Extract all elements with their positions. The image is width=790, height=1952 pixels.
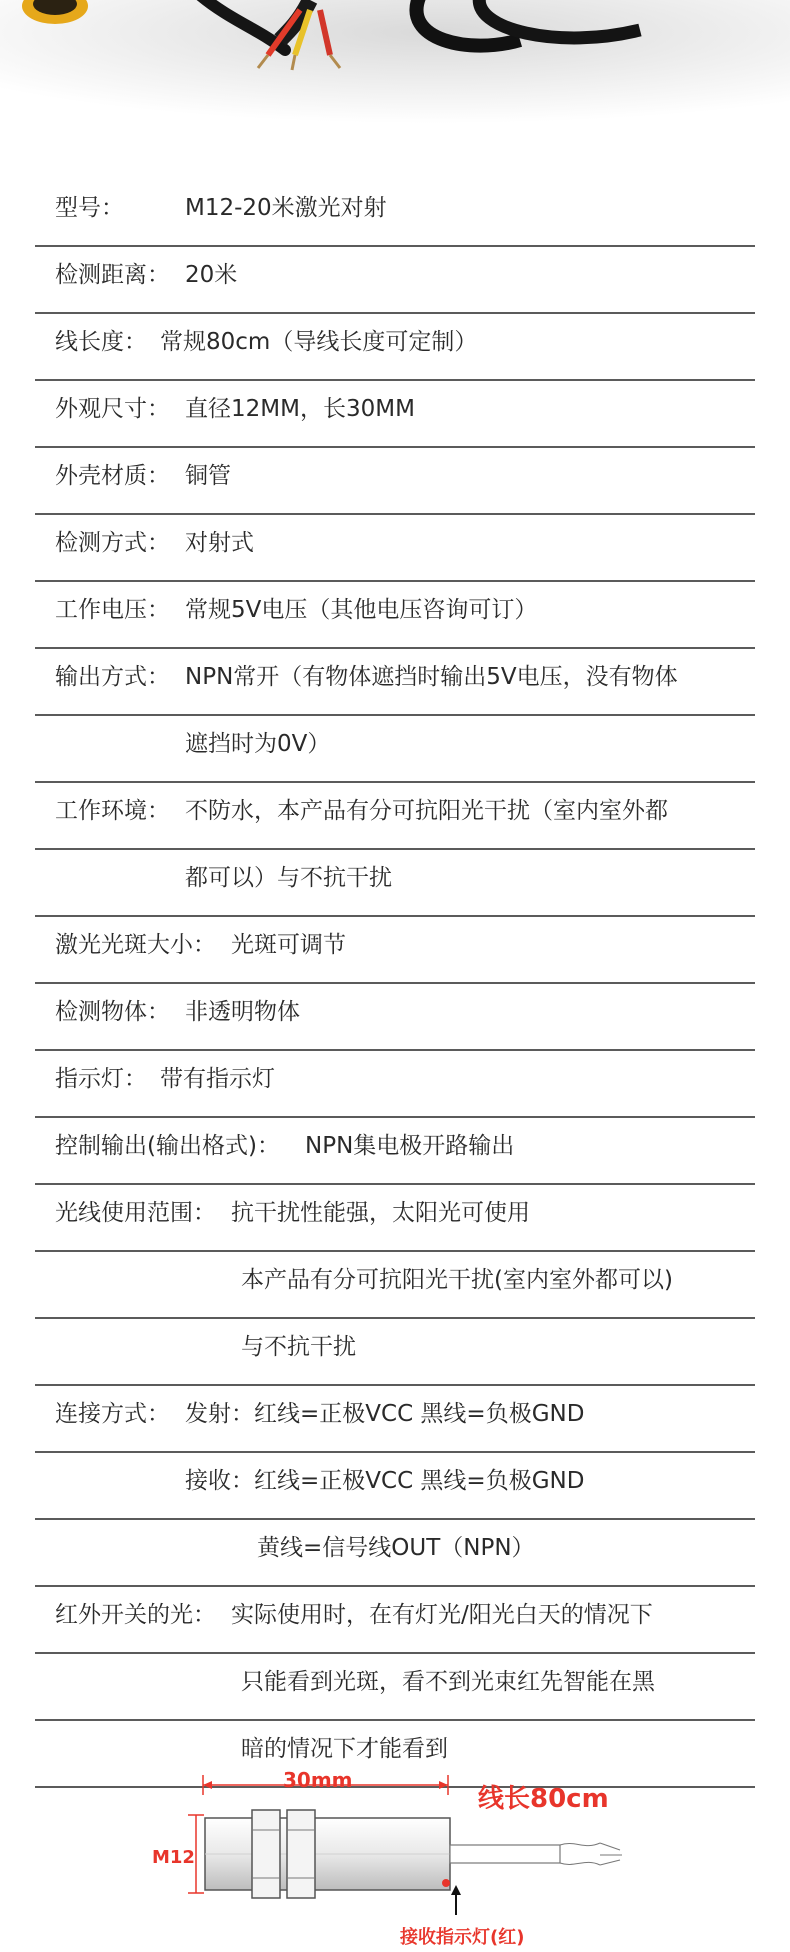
sensor-body	[205, 1810, 450, 1898]
spec-value: M12-20米激光对射	[185, 195, 387, 221]
spec-label: 连接方式：	[55, 1401, 170, 1427]
spec-row-connection-signal	[35, 1520, 755, 1587]
spec-table	[35, 180, 755, 1788]
spec-row-connection-receive	[35, 1453, 755, 1520]
spec-row-ir-light	[35, 1587, 755, 1654]
spec-label: 线长度：	[55, 329, 147, 355]
spec-label: 外壳材质：	[55, 463, 170, 489]
spec-value: NPN常开（有物体遮挡时输出5V电压，没有物体	[185, 664, 678, 690]
spec-value: 实际使用时，在有灯光/阳光白天的情况下	[231, 1602, 653, 1628]
indicator-label: 接收指示灯(红)	[400, 1927, 525, 1948]
spec-row-spot-size	[35, 917, 755, 984]
spec-row-dimensions	[35, 381, 755, 448]
spec-value: 对射式	[185, 530, 254, 556]
spec-label: 激光光斑大小：	[55, 932, 216, 958]
spec-row-light-range-cont1	[35, 1252, 755, 1319]
spec-value: 只能看到光斑，看不到光束红先智能在黑	[241, 1669, 655, 1695]
spec-row-indicator	[35, 1051, 755, 1118]
spec-row-environment	[35, 783, 755, 850]
spec-label: 指示灯：	[55, 1066, 147, 1092]
spec-value: 常规80cm（导线长度可定制）	[160, 329, 478, 355]
spec-row-light-range-cont2	[35, 1319, 755, 1386]
spec-value: 接收：红线=正极VCC 黑线=负极GND	[185, 1468, 585, 1494]
thread-label: M12	[152, 1847, 195, 1868]
spec-row-distance	[35, 247, 755, 314]
spec-row-voltage	[35, 582, 755, 649]
spec-value: 遮挡时为0V）	[185, 731, 331, 757]
spec-value: 铜管	[185, 463, 231, 489]
spec-row-output-cont	[35, 716, 755, 783]
indicator-led	[442, 1879, 461, 1915]
spec-value: 与不抗干扰	[241, 1334, 356, 1360]
spec-row-cable-length	[35, 314, 755, 381]
spec-row-light-range	[35, 1185, 755, 1252]
spec-value: 不防水，本产品有分可抗阳光干扰（室内室外都	[185, 798, 668, 824]
spec-label: 检测距离：	[55, 262, 170, 288]
spec-value: 20米	[185, 262, 238, 288]
length-dimension-label: 30mm	[283, 1768, 353, 1792]
sensor-dimension-diagram	[0, 1755, 790, 1948]
spec-row-target	[35, 984, 755, 1051]
spec-value: 光斑可调节	[231, 932, 346, 958]
spec-row-housing	[35, 448, 755, 515]
spec-value: NPN集电极开路输出	[305, 1133, 515, 1159]
spec-row-connection	[35, 1386, 755, 1453]
spec-row-detection-method	[35, 515, 755, 582]
spec-label: 控制输出(输出格式)：	[55, 1133, 280, 1159]
spec-label: 检测物体：	[55, 999, 170, 1025]
spec-value: 都可以）与不抗干扰	[185, 865, 392, 891]
spec-value: 暗的情况下才能看到	[241, 1736, 448, 1762]
spec-value: 非透明物体	[185, 999, 300, 1025]
spec-label: 红外开关的光：	[55, 1602, 216, 1628]
spec-value: 本产品有分可抗阳光干扰(室内室外都可以)	[241, 1267, 673, 1293]
spec-value: 抗干扰性能强，太阳光可使用	[231, 1200, 530, 1226]
spec-label: 型号：	[55, 195, 124, 221]
spec-row-control-output	[35, 1118, 755, 1185]
cable-length-label: 线长80cm	[478, 1784, 609, 1814]
spec-row-model	[35, 180, 755, 247]
spec-label: 外观尺寸：	[55, 396, 170, 422]
spec-value: 黄线=信号线OUT（NPN）	[257, 1535, 535, 1561]
cable	[450, 1843, 622, 1865]
spec-value: 发射：红线=正极VCC 黑线=负极GND	[185, 1401, 585, 1427]
spec-row-output	[35, 649, 755, 716]
spec-label: 工作电压：	[55, 597, 170, 623]
spec-label: 光线使用范围：	[55, 1200, 216, 1226]
spec-value: 直径12MM，长30MM	[185, 396, 415, 422]
spec-label: 检测方式：	[55, 530, 170, 556]
spec-label: 工作环境：	[55, 798, 170, 824]
spec-row-ir-light-cont1	[35, 1654, 755, 1721]
product-photo-top	[0, 0, 790, 130]
spec-value: 常规5V电压（其他电压咨询可订）	[185, 597, 538, 623]
spec-label: 输出方式：	[55, 664, 170, 690]
spec-row-environment-cont	[35, 850, 755, 917]
spec-value: 带有指示灯	[160, 1066, 275, 1092]
